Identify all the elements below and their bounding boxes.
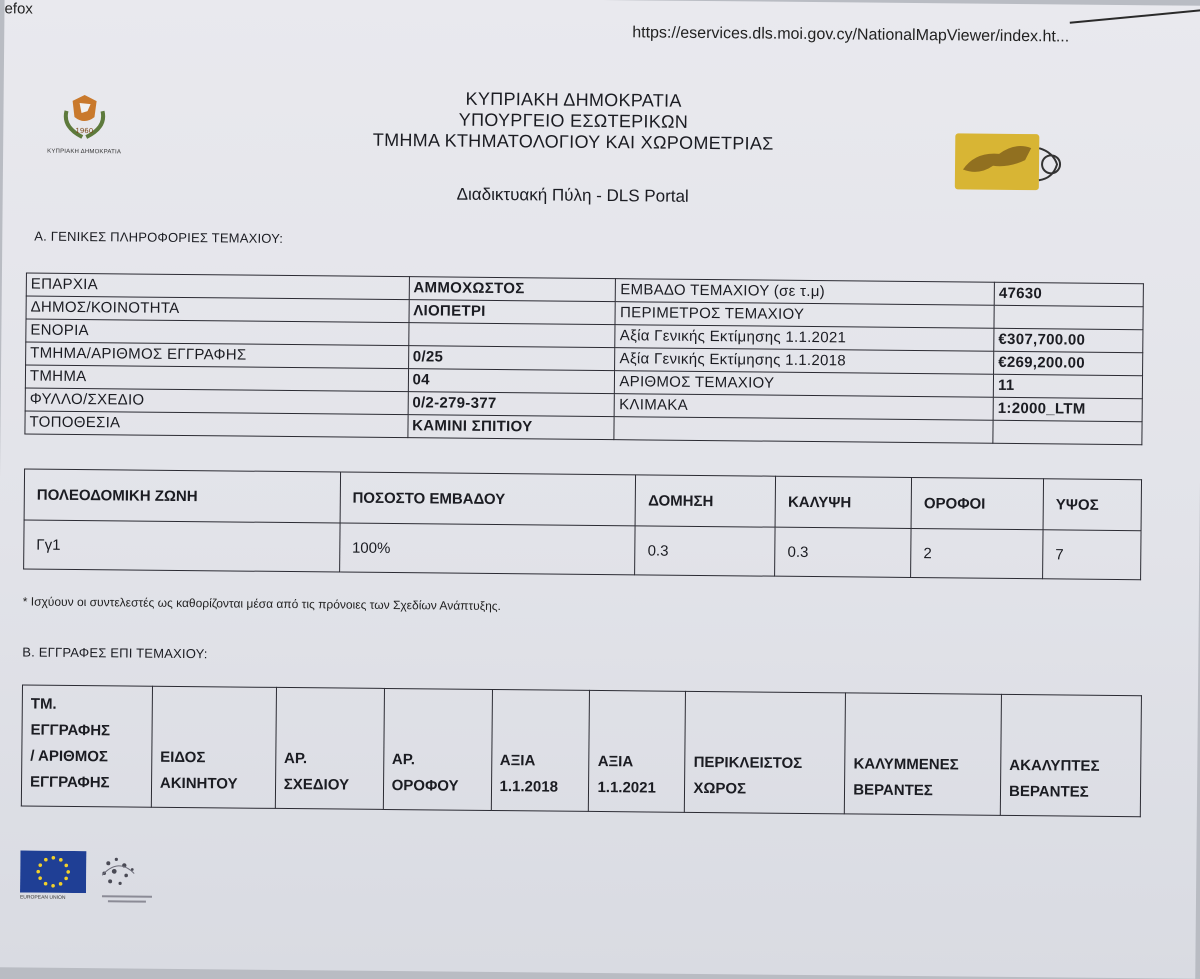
table-cell: Γγ1 (24, 520, 340, 572)
label-cell: Αξία Γενικής Εκτίμησης 1.1.2018 (615, 348, 994, 375)
header-line: ΑΚΑΛΥΠΤΕΣ (1009, 756, 1100, 775)
table-cell: 100% (339, 523, 635, 575)
value-cell (993, 420, 1142, 444)
header-line: ΑΞΙΑ (499, 752, 536, 770)
heading-republic: ΚΥΠΡΙΑΚΗ ΔΗΜΟΚΡΑΤΙΑ (465, 88, 682, 111)
header-line: ΑΡ. (283, 749, 308, 768)
header-line: ΑΞΙΑ (597, 752, 634, 771)
label-cell: ΑΡΙΘΜΟΣ ΤΕΜΑΧΙΟΥ (615, 371, 994, 398)
label-cell: ΠΕΡΙΜΕΤΡΟΣ ΤΕΜΑΧΙΟΥ (615, 302, 994, 329)
column-header-uncovered-verandas (1000, 694, 1141, 816)
label-cell: ΤΜΗΜΑ/ΑΡΙΘΜΟΣ ΕΓΓΡΑΦΗΣ (26, 342, 409, 369)
label-cell: ΕΠΑΡΧΙΑ (26, 273, 409, 300)
eu-flag-logo (19, 850, 86, 901)
header-line: ΤΜ. (30, 695, 57, 713)
value-cell: €269,200.00 (994, 351, 1143, 375)
label-cell (614, 417, 993, 444)
general-info-table (24, 272, 1144, 445)
coat-caption: ΚΥΠΡΙΑΚΗ ΔΗΜΟΚΡΑΤΙΑ (47, 148, 122, 156)
table-row (24, 520, 1141, 580)
value-cell: 0/2-279-377 (408, 392, 615, 417)
table-cell: 0.3 (635, 526, 775, 576)
label-cell: ΤΟΠΟΘΕΣΙΑ (25, 411, 408, 438)
header-line: ΒΕΡΑΝΤΕΣ (853, 781, 933, 800)
section-a-title: Α. ΓΕΝΙΚΕΣ ΠΛΗΡΟΦΟΡΙΕΣ ΤΕΜΑΧΙΟΥ: (34, 228, 284, 246)
value-cell (408, 323, 615, 348)
browser-header-fragment: efox (4, 0, 33, 18)
column-header: ΠΟΣΟΣΤΟ ΕΜΒΑΔΟΥ (340, 472, 636, 526)
value-cell: ΛΙΟΠΕΤΡΙ (409, 300, 616, 325)
footnote: * Ισχύουν οι συντελεστές ως καθορίζονται μέσα από τις πρόνοιες των Σχεδίων Ανάπτυξης. (22, 594, 501, 614)
column-header-covered-verandas (845, 693, 1002, 815)
coat-of-arms-logo (29, 91, 140, 156)
column-header: ΟΡΟΦΟΙ (911, 477, 1043, 529)
eu-flag-icon (20, 850, 86, 893)
header-line: ΑΡ. (391, 751, 416, 769)
table-cell: 0.3 (775, 527, 911, 577)
label-cell: Αξία Γενικής Εκτίμησης 1.1.2021 (615, 325, 994, 352)
registrations-table (21, 684, 1142, 817)
header-line: ΒΕΡΑΝΤΕΣ (1009, 782, 1089, 801)
label-cell: ΔΗΜΟΣ/ΚΟΙΝΟΤΗΤΑ (26, 296, 409, 323)
column-header: ΚΑΛΥΨΗ (775, 476, 911, 528)
value-cell: 11 (993, 374, 1142, 398)
header-line: ΚΑΛΥΜΜΕΝΕΣ (853, 755, 959, 774)
header-line: ΧΩΡΟΣ (693, 779, 747, 798)
value-cell: €307,700.00 (994, 328, 1143, 352)
label-cell: ΦΥΛΛΟ/ΣΧΕΔΙΟ (25, 388, 408, 415)
column-header-registration (21, 685, 152, 807)
header-line: ΕΓΓΡΑΦΗΣ (29, 773, 110, 792)
document-heading (303, 87, 844, 155)
header-line: ΕΓΓΡΑΦΗΣ (30, 721, 111, 740)
value-cell: ΑΜΜΟΧΩΣΤΟΣ (409, 277, 616, 302)
cyprus-coat-icon (56, 91, 112, 144)
column-header-enclosed-space (685, 691, 846, 814)
table-cell: 2 (911, 528, 1043, 578)
column-header-value-2021 (589, 690, 686, 812)
header-line: ΣΧΕΔΙΟΥ (283, 775, 350, 794)
header-line: ΠΕΡΙΚΛΕΙΣΤΟΣ (693, 753, 803, 772)
header-line: ΟΡΟΦΟΥ (391, 777, 459, 795)
label-cell: ΕΝΟΡΙΑ (26, 319, 409, 346)
table-header-row (21, 685, 1141, 817)
column-header: ΠΟΛΕΟΔΟΜΙΚΗ ΖΩΝΗ (24, 469, 340, 523)
header-line: ΕΙΔΟΣ (160, 748, 206, 767)
value-cell: 04 (408, 369, 615, 394)
browser-url[interactable]: https://eservices.dls.moi.gov.cy/NationalMapViewer/index.ht... (632, 24, 1070, 46)
partner-logo (94, 853, 165, 913)
label-cell: ΤΜΗΜΑ (25, 365, 408, 392)
header-line: 1.1.2018 (499, 778, 559, 796)
label-cell: ΚΛΙΜΑΚΑ (615, 394, 994, 421)
label-cell: ΕΜΒΑΔΟ ΤΕΜΑΧΙΟΥ (σε τ.μ) (616, 279, 995, 306)
column-header-property-type (151, 686, 276, 808)
column-header-floor-number (383, 688, 492, 810)
heading-ministry: ΥΠΟΥΡΓΕΙΟ ΕΣΩΤΕΡΙΚΩΝ (458, 109, 689, 132)
value-cell (994, 305, 1143, 329)
column-header: ΔΟΜΗΣΗ (635, 475, 775, 527)
value-cell: 0/25 (408, 346, 615, 371)
column-header: ΥΨΟΣ (1043, 479, 1141, 531)
table-cell: 7 (1043, 530, 1141, 580)
zoning-table (23, 468, 1142, 580)
header-line: 1.1.2021 (597, 778, 656, 797)
portal-title: Διαδικτυακή Πύλη - DLS Portal (456, 184, 689, 206)
dls-map-icon (953, 129, 1074, 194)
partner-dots-icon (94, 853, 165, 908)
column-header-plan-number (275, 687, 384, 809)
pen-mark (1070, 9, 1200, 24)
value-cell: 1:2000_LTM (993, 397, 1142, 421)
heading-department: ΤΜΗΜΑ ΚΤΗΜΑΤΟΛΟΓΙΟΥ ΚΑΙ ΧΩΡΟΜΕΤΡΙΑΣ (372, 129, 774, 154)
value-cell: 47630 (994, 282, 1143, 306)
header-line: / ΑΡΙΘΜΟΣ (30, 747, 109, 766)
eu-caption: EUROPEAN UNION (19, 894, 66, 901)
dls-logo (953, 129, 1074, 199)
section-b-title: Β. ΕΓΓΡΑΦΕΣ ΕΠΙ ΤΕΜΑΧΙΟΥ: (22, 644, 208, 662)
header-line: ΑΚΙΝΗΤΟΥ (159, 774, 238, 793)
column-header-value-2018 (491, 689, 590, 811)
value-cell: ΚΑΜΙΝΙ ΣΠΙΤΙΟΥ (408, 415, 615, 440)
svg-text:1960: 1960 (75, 126, 94, 136)
